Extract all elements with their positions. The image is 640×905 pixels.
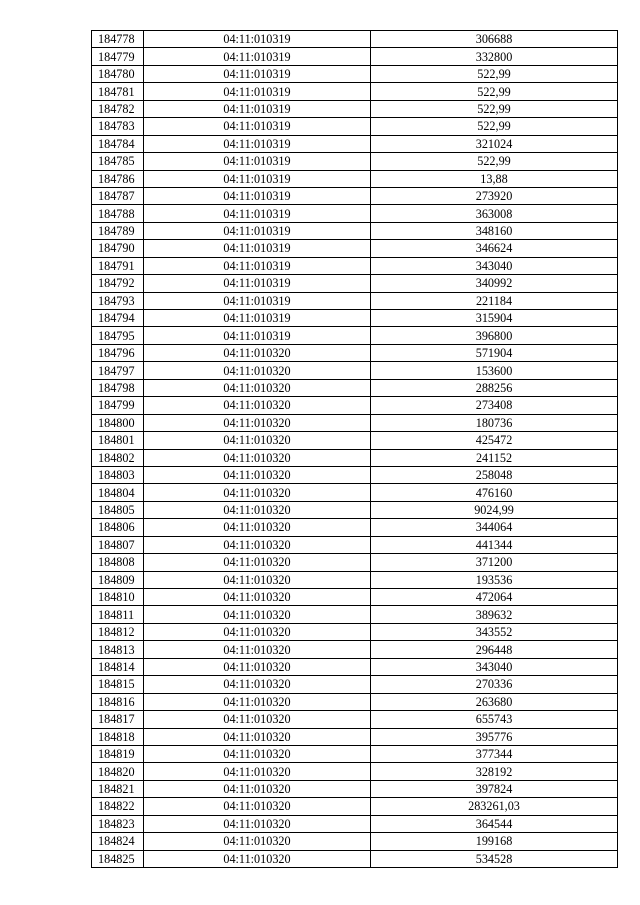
row-id-cell: 184790 — [92, 240, 144, 257]
table-row — [92, 589, 618, 606]
table-row — [92, 118, 618, 135]
table-row — [92, 693, 618, 710]
table-row — [92, 606, 618, 623]
cadastral-code-cell: 04:11:010320 — [144, 449, 371, 466]
table-row — [92, 798, 618, 815]
cadastral-code-cell: 04:11:010320 — [144, 466, 371, 483]
row-id-cell: 184808 — [92, 554, 144, 571]
value-cell: 363008 — [371, 205, 618, 222]
table-row — [92, 780, 618, 797]
cadastral-code-cell: 04:11:010320 — [144, 798, 371, 815]
value-cell: 389632 — [371, 606, 618, 623]
row-id-cell: 184804 — [92, 484, 144, 501]
row-id-cell: 184779 — [92, 48, 144, 65]
cadastral-code-cell: 04:11:010320 — [144, 344, 371, 361]
value-cell: 522,99 — [371, 83, 618, 100]
value-cell: 344064 — [371, 519, 618, 536]
value-cell: 221184 — [371, 292, 618, 309]
table-row — [92, 414, 618, 431]
table-row — [92, 554, 618, 571]
row-id-cell: 184792 — [92, 275, 144, 292]
cadastral-code-cell: 04:11:010320 — [144, 536, 371, 553]
row-id-cell: 184803 — [92, 466, 144, 483]
table-row — [92, 257, 618, 274]
value-cell: 180736 — [371, 414, 618, 431]
row-id-cell: 184811 — [92, 606, 144, 623]
value-cell: 522,99 — [371, 65, 618, 82]
value-cell: 343040 — [371, 257, 618, 274]
value-cell: 306688 — [371, 31, 618, 48]
cadastral-code-cell: 04:11:010319 — [144, 65, 371, 82]
value-cell: 328192 — [371, 763, 618, 780]
value-cell: 522,99 — [371, 118, 618, 135]
value-cell: 340992 — [371, 275, 618, 292]
row-id-cell: 184823 — [92, 815, 144, 832]
table-row — [92, 292, 618, 309]
value-cell: 273408 — [371, 397, 618, 414]
cadastral-code-cell: 04:11:010320 — [144, 745, 371, 762]
table-row — [92, 187, 618, 204]
value-cell: 321024 — [371, 135, 618, 152]
value-cell: 425472 — [371, 432, 618, 449]
table-row — [92, 240, 618, 257]
cadastral-code-cell: 04:11:010320 — [144, 589, 371, 606]
cadastral-code-cell: 04:11:010320 — [144, 815, 371, 832]
row-id-cell: 184817 — [92, 711, 144, 728]
value-cell: 315904 — [371, 310, 618, 327]
cadastral-code-cell: 04:11:010319 — [144, 170, 371, 187]
value-cell: 199168 — [371, 833, 618, 850]
table-row — [92, 83, 618, 100]
table-row — [92, 362, 618, 379]
table-row — [92, 205, 618, 222]
table-row — [92, 571, 618, 588]
table-row — [92, 763, 618, 780]
row-id-cell: 184782 — [92, 100, 144, 117]
value-cell: 13,88 — [371, 170, 618, 187]
value-cell: 332800 — [371, 48, 618, 65]
row-id-cell: 184781 — [92, 83, 144, 100]
row-id-cell: 184796 — [92, 344, 144, 361]
cadastral-code-cell: 04:11:010320 — [144, 711, 371, 728]
row-id-cell: 184810 — [92, 589, 144, 606]
cadastral-code-cell: 04:11:010319 — [144, 327, 371, 344]
table-row — [92, 397, 618, 414]
row-id-cell: 184788 — [92, 205, 144, 222]
value-cell: 193536 — [371, 571, 618, 588]
row-id-cell: 184798 — [92, 379, 144, 396]
cadastral-code-cell: 04:11:010319 — [144, 83, 371, 100]
table-row — [92, 135, 618, 152]
row-id-cell: 184778 — [92, 31, 144, 48]
row-id-cell: 184814 — [92, 658, 144, 675]
cadastral-code-cell: 04:11:010320 — [144, 606, 371, 623]
row-id-cell: 184780 — [92, 65, 144, 82]
row-id-cell: 184825 — [92, 850, 144, 867]
row-id-cell: 184809 — [92, 571, 144, 588]
cadastral-code-cell: 04:11:010320 — [144, 501, 371, 518]
row-id-cell: 184784 — [92, 135, 144, 152]
cadastral-code-cell: 04:11:010320 — [144, 763, 371, 780]
table-body — [92, 31, 618, 868]
value-cell: 396800 — [371, 327, 618, 344]
cadastral-code-cell: 04:11:010319 — [144, 205, 371, 222]
row-id-cell: 184785 — [92, 153, 144, 170]
row-id-cell: 184794 — [92, 310, 144, 327]
value-cell: 472064 — [371, 589, 618, 606]
value-cell: 296448 — [371, 641, 618, 658]
value-cell: 364544 — [371, 815, 618, 832]
value-cell: 343040 — [371, 658, 618, 675]
cadastral-code-cell: 04:11:010320 — [144, 850, 371, 867]
table-row — [92, 100, 618, 117]
row-id-cell: 184805 — [92, 501, 144, 518]
row-id-cell: 184820 — [92, 763, 144, 780]
row-id-cell: 184806 — [92, 519, 144, 536]
table-row — [92, 850, 618, 867]
value-cell: 395776 — [371, 728, 618, 745]
row-id-cell: 184821 — [92, 780, 144, 797]
cadastral-code-cell: 04:11:010320 — [144, 780, 371, 797]
cadastral-code-cell: 04:11:010319 — [144, 292, 371, 309]
value-cell: 371200 — [371, 554, 618, 571]
row-id-cell: 184812 — [92, 623, 144, 640]
table-row — [92, 153, 618, 170]
value-cell: 534528 — [371, 850, 618, 867]
table-row — [92, 344, 618, 361]
value-cell: 397824 — [371, 780, 618, 797]
table-row — [92, 833, 618, 850]
row-id-cell: 184787 — [92, 187, 144, 204]
cadastral-code-cell: 04:11:010320 — [144, 833, 371, 850]
data-table — [91, 30, 618, 868]
table-row — [92, 745, 618, 762]
cadastral-code-cell: 04:11:010319 — [144, 100, 371, 117]
value-cell: 258048 — [371, 466, 618, 483]
cadastral-code-cell: 04:11:010320 — [144, 519, 371, 536]
value-cell: 377344 — [371, 745, 618, 762]
value-cell: 288256 — [371, 379, 618, 396]
table-row — [92, 711, 618, 728]
cadastral-code-cell: 04:11:010320 — [144, 571, 371, 588]
table-row — [92, 222, 618, 239]
row-id-cell: 184822 — [92, 798, 144, 815]
table-row — [92, 536, 618, 553]
value-cell: 270336 — [371, 676, 618, 693]
value-cell: 348160 — [371, 222, 618, 239]
value-cell: 571904 — [371, 344, 618, 361]
table-row — [92, 170, 618, 187]
row-id-cell: 184786 — [92, 170, 144, 187]
table-row — [92, 48, 618, 65]
table-row — [92, 728, 618, 745]
table-row — [92, 641, 618, 658]
row-id-cell: 184802 — [92, 449, 144, 466]
cadastral-code-cell: 04:11:010319 — [144, 48, 371, 65]
cadastral-code-cell: 04:11:010319 — [144, 118, 371, 135]
cadastral-code-cell: 04:11:010319 — [144, 153, 371, 170]
table-row — [92, 466, 618, 483]
cadastral-code-cell: 04:11:010320 — [144, 484, 371, 501]
table-row — [92, 501, 618, 518]
row-id-cell: 184824 — [92, 833, 144, 850]
cadastral-code-cell: 04:11:010319 — [144, 240, 371, 257]
table-row — [92, 484, 618, 501]
cadastral-code-cell: 04:11:010319 — [144, 135, 371, 152]
value-cell: 522,99 — [371, 153, 618, 170]
value-cell: 241152 — [371, 449, 618, 466]
row-id-cell: 184819 — [92, 745, 144, 762]
table-row — [92, 658, 618, 675]
cadastral-code-cell: 04:11:010320 — [144, 693, 371, 710]
cadastral-code-cell: 04:11:010320 — [144, 658, 371, 675]
cadastral-code-cell: 04:11:010320 — [144, 397, 371, 414]
cadastral-code-cell: 04:11:010320 — [144, 414, 371, 431]
table-row — [92, 432, 618, 449]
value-cell: 283261,03 — [371, 798, 618, 815]
cadastral-code-cell: 04:11:010319 — [144, 222, 371, 239]
row-id-cell: 184795 — [92, 327, 144, 344]
row-id-cell: 184800 — [92, 414, 144, 431]
cadastral-code-cell: 04:11:010319 — [144, 187, 371, 204]
row-id-cell: 184818 — [92, 728, 144, 745]
value-cell: 343552 — [371, 623, 618, 640]
table-row — [92, 519, 618, 536]
row-id-cell: 184807 — [92, 536, 144, 553]
row-id-cell: 184789 — [92, 222, 144, 239]
cadastral-code-cell: 04:11:010320 — [144, 676, 371, 693]
value-cell: 476160 — [371, 484, 618, 501]
table-row — [92, 676, 618, 693]
cadastral-code-cell: 04:11:010319 — [144, 257, 371, 274]
row-id-cell: 184799 — [92, 397, 144, 414]
table-row — [92, 327, 618, 344]
row-id-cell: 184815 — [92, 676, 144, 693]
table-row — [92, 310, 618, 327]
row-id-cell: 184801 — [92, 432, 144, 449]
cadastral-code-cell: 04:11:010320 — [144, 432, 371, 449]
cadastral-code-cell: 04:11:010320 — [144, 623, 371, 640]
table-row — [92, 623, 618, 640]
row-id-cell: 184793 — [92, 292, 144, 309]
table-row — [92, 31, 618, 48]
value-cell: 346624 — [371, 240, 618, 257]
cadastral-code-cell: 04:11:010319 — [144, 275, 371, 292]
row-id-cell: 184813 — [92, 641, 144, 658]
table-row — [92, 275, 618, 292]
value-cell: 522,99 — [371, 100, 618, 117]
table-row — [92, 65, 618, 82]
value-cell: 273920 — [371, 187, 618, 204]
value-cell: 263680 — [371, 693, 618, 710]
cadastral-code-cell: 04:11:010319 — [144, 310, 371, 327]
row-id-cell: 184791 — [92, 257, 144, 274]
row-id-cell: 184797 — [92, 362, 144, 379]
row-id-cell: 184783 — [92, 118, 144, 135]
cadastral-code-cell: 04:11:010320 — [144, 362, 371, 379]
table-row — [92, 379, 618, 396]
cadastral-code-cell: 04:11:010320 — [144, 554, 371, 571]
cadastral-code-cell: 04:11:010320 — [144, 641, 371, 658]
cadastral-code-cell: 04:11:010320 — [144, 379, 371, 396]
table-row — [92, 449, 618, 466]
cadastral-code-cell: 04:11:010320 — [144, 728, 371, 745]
table-row — [92, 815, 618, 832]
value-cell: 655743 — [371, 711, 618, 728]
row-id-cell: 184816 — [92, 693, 144, 710]
value-cell: 441344 — [371, 536, 618, 553]
value-cell: 9024,99 — [371, 501, 618, 518]
value-cell: 153600 — [371, 362, 618, 379]
cadastral-code-cell: 04:11:010319 — [144, 31, 371, 48]
